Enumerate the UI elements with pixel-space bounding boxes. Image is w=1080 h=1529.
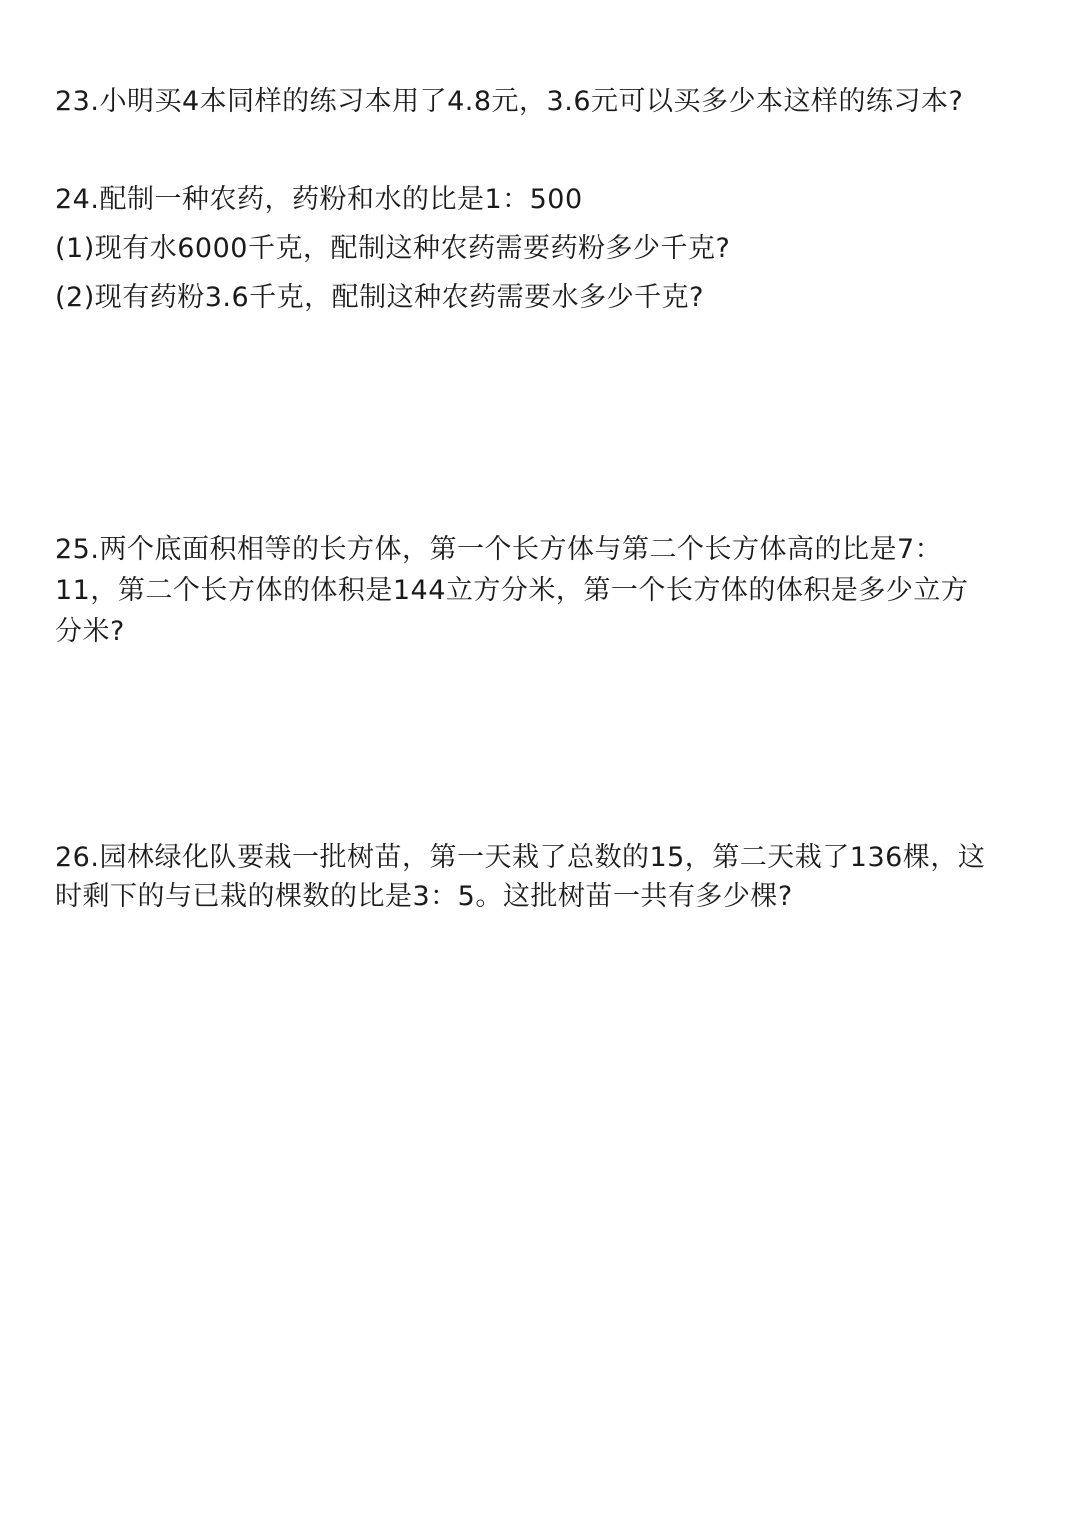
question-26-text-line-1: 26.园林绿化队要栽一批树苗，第一天栽了总数的15，第二天栽了136棵，这 — [55, 842, 986, 873]
question-25-text-line-1: 25.两个底面积相等的长方体，第一个长方体与第二个长方体高的比是7： — [55, 534, 943, 565]
question-23-text: 23.小明买4本同样的练习本用了4.8元，3.6元可以买多少本这样的练习本? — [55, 86, 964, 117]
question-25-text-line-2: 11，第二个长方体的体积是144立方分米，第一个长方体的体积是多少立方 — [55, 575, 969, 606]
question-25-text-line-3: 分米? — [55, 616, 125, 647]
question-24-part-1: (1)现有水6000千克，配制这种农药需要药粉多少千克? — [55, 233, 731, 264]
question-24-text: 24.配制一种农药，药粉和水的比是1：500 — [55, 184, 583, 215]
question-24-part-2: (2)现有药粉3.6千克，配制这种农药需要水多少千克? — [55, 282, 705, 313]
question-26-text-line-2: 时剩下的与已栽的棵数的比是3：5。这批树苗一共有多少棵? — [55, 881, 793, 912]
